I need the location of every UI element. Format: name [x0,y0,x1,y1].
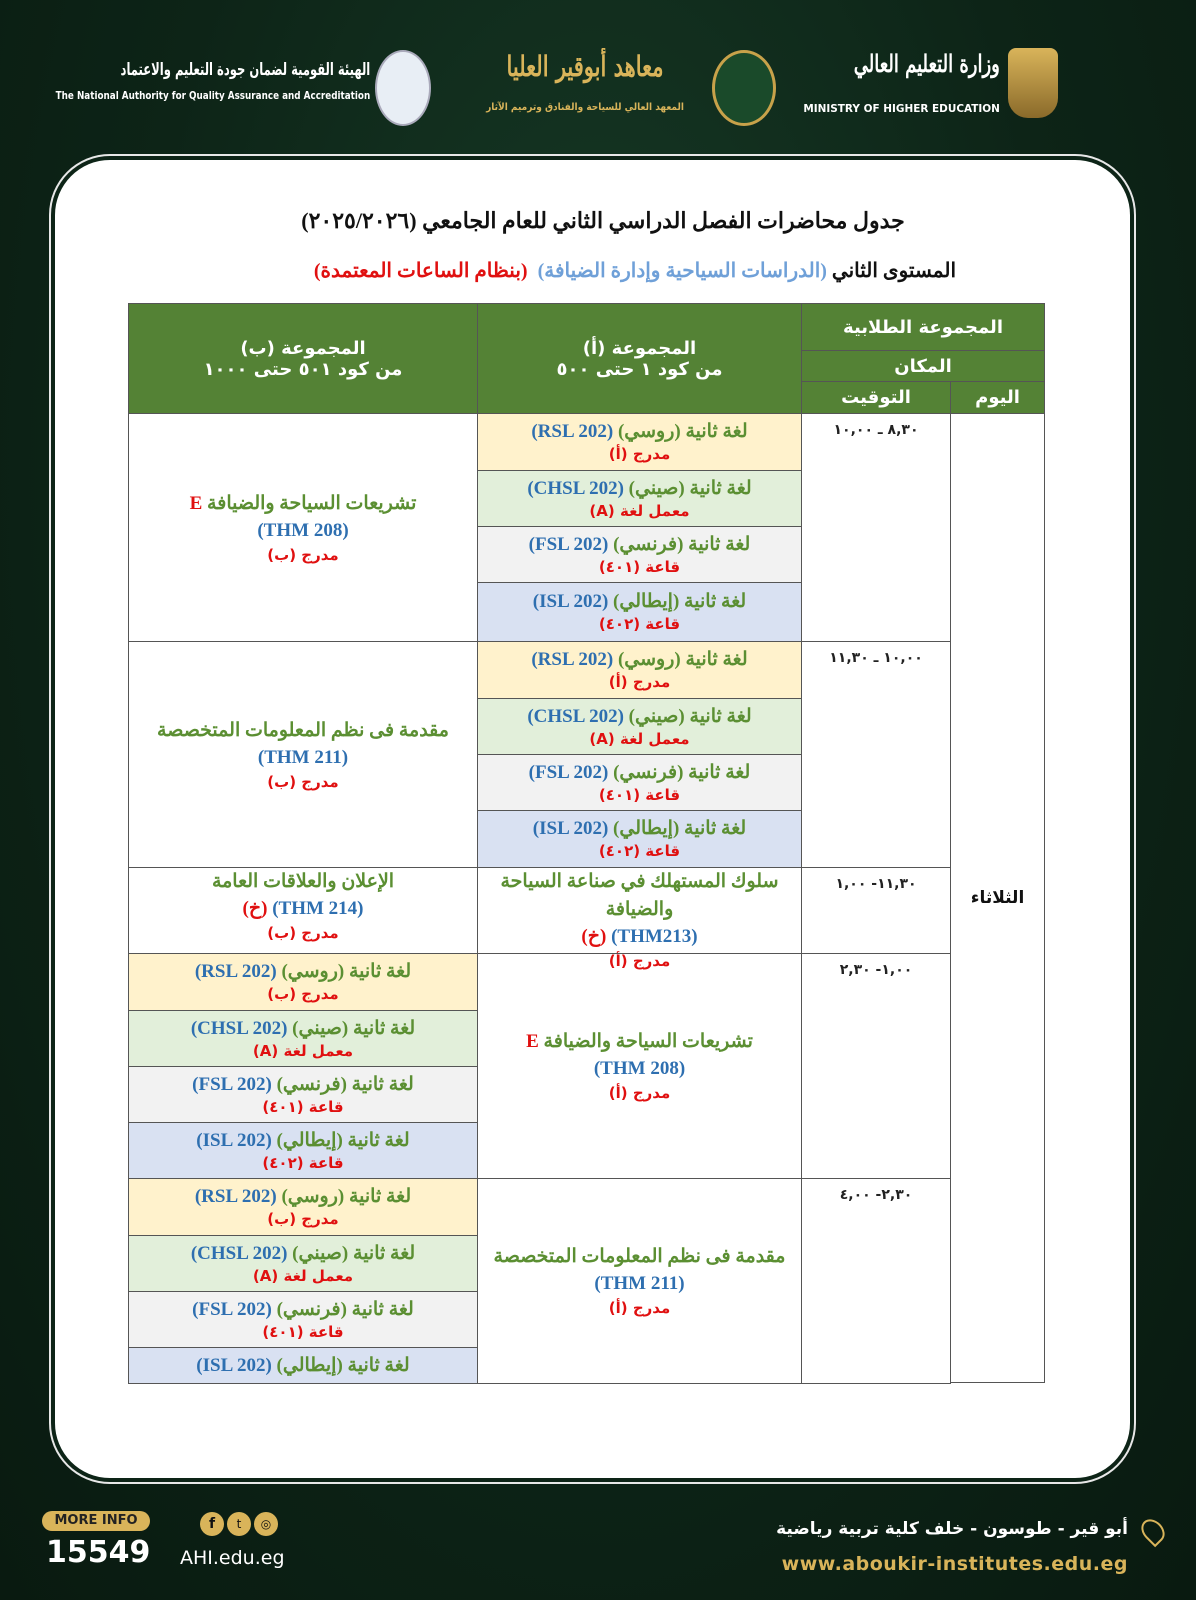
ministry-logo [1008,48,1058,118]
room-label: قاعة (٤٠٢) [598,842,681,860]
header-student-group: المجموعة الطلابية [801,303,1045,351]
language-cell [128,1291,478,1348]
language-name: لغة ثانية (إيطالي) [613,818,747,839]
language-code: (ISL 202) [196,1129,272,1151]
language-name: لغة ثانية (فرنسي) [613,761,751,783]
instagram-icon[interactable]: ◎ [254,1512,278,1536]
language-line [196,1129,409,1153]
course-code-line [594,1271,684,1297]
room-label: مدرج (ب) [267,924,339,942]
language-line [531,648,747,672]
room-label: معمل لغة (A) [589,729,690,748]
room-label: مدرج (أ) [608,673,671,691]
course-title: تشريعات السياحة والضيافة [207,492,417,514]
room-label: مدرج (ب) [267,772,339,791]
course-title-line [190,490,417,518]
group-a-range: من كود ١ حتى ٥٠٠ [556,358,723,380]
course-mark: E [526,1031,539,1052]
language-name: لغة ثانية (روسي) [617,421,748,442]
room-label: معمل لغة (A) [252,1041,354,1060]
language-cell [477,754,802,811]
course-mark: E [189,492,203,514]
header-group-b [128,303,478,414]
course-code-line [594,1056,685,1082]
language-name: لغة ثانية (روسي) [281,1186,412,1207]
language-line [531,420,747,444]
room-label: مدرج (أ) [608,445,671,463]
header-day: اليوم [950,381,1045,414]
naqaae-name-en: The National Authority for Quality Assurance and Accreditation [55,89,370,102]
header-place: المكان [801,350,1045,382]
language-line [191,1017,415,1041]
room-label: مدرج (ب) [267,545,339,564]
language-name: لغة ثانية (روسي) [617,649,748,670]
course-cell [128,867,478,954]
language-code: (CHSL 202) [190,1242,288,1264]
schedule-subtitle [0,258,1196,283]
course-title: الإعلان والعلاقات العامة [211,871,395,892]
language-cell [128,953,478,1011]
room-label: قاعة (٤٠١) [262,1322,344,1341]
language-line [196,1354,409,1378]
language-code: (ISL 202) [196,1354,272,1376]
language-name: لغة ثانية (إيطالي) [613,591,747,612]
language-code: (FSL 202) [528,761,609,783]
level-label: المستوى الثاني [831,260,956,282]
language-name: لغة ثانية (صيني) [292,1242,416,1264]
language-cell [477,413,802,471]
language-name: لغة ثانية (فرنسي) [276,1298,414,1320]
language-code: (CHSL 202) [190,1017,288,1039]
language-line [529,533,751,557]
language-code: (FSL 202) [192,1298,272,1320]
header-time: التوقيت [801,381,951,414]
course-tag: (خ) [581,926,607,947]
language-code: (FSL 202) [192,1073,272,1095]
room-label: قاعة (٤٠١) [598,785,681,804]
course-title: مقدمة فى نظم المعلومات المتخصصة [493,1246,786,1267]
room-label: مدرج (ب) [267,1210,339,1228]
address: أبو قير - طوسون - خلف كلية تربية رياضية [776,1519,1128,1539]
website-link[interactable]: www.aboukir-institutes.edu.eg [781,1553,1128,1575]
language-cell [477,698,802,755]
course-title: مقدمة فى نظم المعلومات المتخصصة [157,719,449,741]
room-label: قاعة (٤٠٢) [262,1153,344,1172]
schedule-title: جدول محاضرات الفصل الدراسي الثاني للعام الجامعي (٢٠٢٥/٢٠٢٦) [301,208,905,233]
room-label: قاعة (٤٠١) [262,1097,344,1116]
course-code: (THM 211) [594,1273,685,1294]
group-b-label: المجموعة (ب) [240,337,366,359]
language-line [192,1073,414,1097]
course-title-line [478,868,801,924]
room-label: قاعة (٤٠١) [598,557,681,576]
system-label: (بنظام الساعات المعتمدة) [313,260,528,282]
course-code: (THM 208) [593,1058,686,1079]
language-line [533,590,746,614]
course-code-line [243,896,364,922]
course-cell [477,953,802,1179]
time-cell: ٢,٣٠- ٤,٠٠ [801,1178,951,1384]
course-cell [477,1178,802,1384]
language-code: (RSL 202) [531,421,614,442]
time-cell: ١١,٣٠- ١,٠٠ [801,867,951,954]
language-code: (RSL 202) [531,649,614,670]
language-cell [128,1347,478,1384]
room-label: مدرج (أ) [608,952,671,970]
language-line [195,960,411,984]
language-code: (CHSL 202) [527,705,624,727]
language-name: لغة ثانية (صيني) [628,705,752,727]
course-code: (THM 208) [257,519,349,541]
program-label: (الدراسات السياحية وإدارة الضيافة) [537,260,827,282]
course-code-line [257,518,348,544]
language-line [527,705,751,729]
course-title: سلوك المستهلك في صناعة السياحة والضيافة [500,871,779,920]
language-name: لغة ثانية (فرنسي) [276,1073,414,1095]
course-tag: (خ) [242,898,268,919]
language-name: لغة ثانية (صيني) [292,1017,416,1039]
course-cell [128,413,478,642]
short-site-link[interactable]: AHI.edu.eg [180,1547,285,1569]
institute-name-ar: معاهد أبوقير العليا [506,50,664,83]
day-cell: الثلاثاء [950,413,1045,1383]
facebook-icon[interactable]: f [200,1512,224,1536]
course-title-line [212,868,394,896]
language-line [533,817,746,841]
course-code-line [258,745,348,771]
ministry-name-en: MINISTRY OF HIGHER EDUCATION [803,102,1000,115]
course-code: (THM 214) [272,898,364,919]
language-line [191,1242,415,1266]
more-info-badge: MORE INFO [42,1511,150,1531]
course-code: (THM 211) [257,746,349,768]
language-line [195,1185,411,1209]
hotline-number[interactable]: 15549 [46,1535,151,1570]
language-line [527,477,751,501]
institute-emblem [712,50,776,126]
language-cell [128,1178,478,1236]
naqaae-logo [375,50,431,126]
course-cell [128,641,478,868]
room-label: مدرج (ب) [267,985,339,1003]
room-label: مدرج (أ) [608,1299,671,1317]
language-code: (FSL 202) [528,533,609,555]
language-line [192,1298,414,1322]
naqaae-name-ar: الهيئة القومية لضمان جودة التعليم والاعتماد [120,60,370,80]
language-name: لغة ثانية (فرنسي) [613,533,751,555]
group-b-range: من كود ٥٠١ حتى ١٠٠٠ [203,358,403,380]
language-code: (RSL 202) [194,961,277,982]
room-label: معمل لغة (A) [589,501,690,520]
language-cell [128,1122,478,1179]
header-group-a [477,303,802,414]
time-cell: ٨,٣٠ ـ ١٠,٠٠ [801,413,951,642]
language-cell [477,526,802,583]
language-name: لغة ثانية (صيني) [628,477,752,499]
group-a-label: المجموعة (أ) [582,337,697,359]
language-code: (CHSL 202) [527,477,624,499]
course-title-line [494,1243,786,1271]
ministry-name-ar: وزارة التعليم العالي [853,49,1000,78]
room-label: معمل لغة (A) [252,1266,354,1285]
course-cell [477,867,802,970]
course-title-line [157,717,449,745]
social-icons [200,1512,278,1536]
location-icon [1137,1515,1170,1548]
language-code: (ISL 202) [532,591,609,612]
course-code: (THM213) [611,926,698,947]
time-cell: ١,٠٠- ٢,٣٠ [801,953,951,1179]
language-code: (RSL 202) [194,1186,277,1207]
twitter-icon[interactable]: t [227,1512,251,1536]
language-cell [128,1066,478,1123]
language-code: (ISL 202) [532,818,609,839]
course-title: تشريعات السياحة والضيافة [543,1031,753,1052]
language-name: لغة ثانية (إيطالي) [276,1129,410,1151]
language-name: لغة ثانية (روسي) [281,961,412,982]
language-cell [128,1235,478,1292]
language-line [529,761,751,785]
course-title-line [526,1028,753,1056]
language-cell [477,582,802,642]
language-cell [128,1010,478,1067]
language-cell [477,810,802,868]
language-cell [477,641,802,699]
institute-subtitle: المعهد العالي للسياحة والفنادق وترميم الآثار [486,102,684,113]
language-cell [477,470,802,527]
course-code-line [581,924,697,950]
room-label: مدرج (أ) [608,1084,671,1102]
time-cell: ١٠,٠٠ ـ ١١,٣٠ [801,641,951,868]
language-name: لغة ثانية (إيطالي) [276,1354,410,1376]
room-label: قاعة (٤٠٢) [598,615,681,633]
